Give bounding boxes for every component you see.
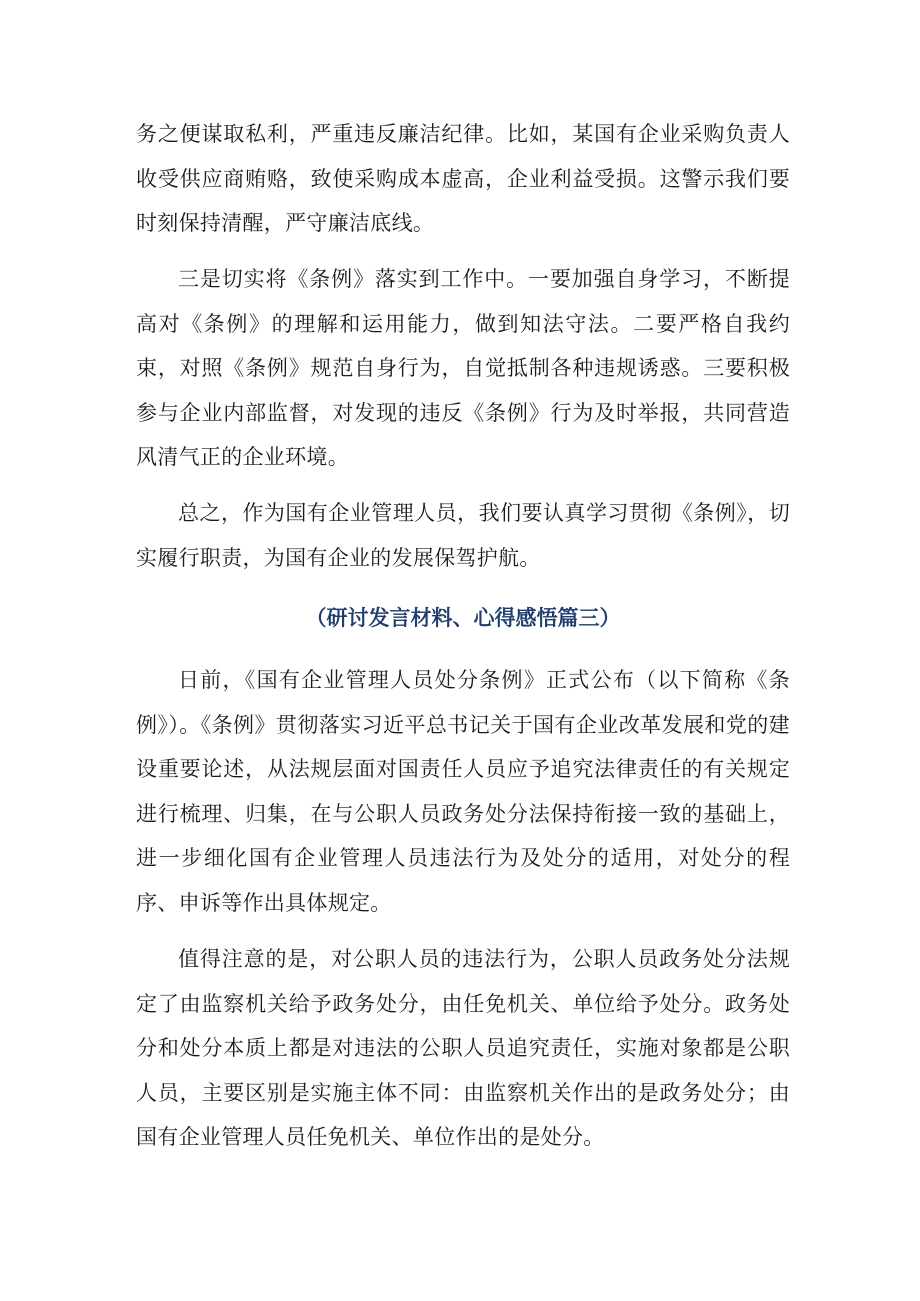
paragraph-continued: 务之便谋取私利，严重违反廉洁纪律。比如，某国有企业采购负责人收受供应商贿赂，致使采购成本虚高，企业利益受损。这警示我们要时刻保持清醒，严守廉洁底线。 bbox=[136, 122, 790, 235]
paragraph-point-three: 三是切实将《条例》落实到工作中。一要加强自身学习，不断提高对《条例》的理解和运用能力，做到知法守法。二要严格自我约束，对照《条例》规范自身行为，自觉抵制各种违规诱惑。三要积极参与企业内部监督，对发现的违反《条例》行为及时举报，共同营造风清气正的企业环境。 bbox=[136, 267, 790, 469]
section-heading: （研讨发言材料、心得感悟篇三） bbox=[305, 605, 621, 630]
paragraph-intro: 日前，《国有企业管理人员处分条例》正式公布（以下简称《条例》）。《条例》贯彻落实习近平总书记关于国有企业改革发展和党的建设重要论述，从法规层面对国责任人员应予追究法律责任的有关规定进行梳理、归集，在与公职人员政务处分法保持衔接一致的基础上，进一步细化国有企业管理人员违法行为及处分的适用，对处分的程序、申诉等作出具体规定。 bbox=[136, 668, 790, 915]
paragraph-conclusion: 总之，作为国有企业管理人员，我们要认真学习贯彻《条例》，切实履行职责，为国有企业的发展保驾护航。 bbox=[136, 501, 790, 570]
paragraph-note: 值得注意的是，对公职人员的违法行为，公职人员政务处分法规定了由监察机关给予政务处分，由任免机关、单位给予处分。政务处分和处分本质上都是对违法的公职人员追究责任，实施对象都是公职人员，主要区别是实施主体不同：由监察机关作出的是政务处分；由国有企业管理人员任免机关、单位作出的是处分。 bbox=[136, 947, 790, 1149]
